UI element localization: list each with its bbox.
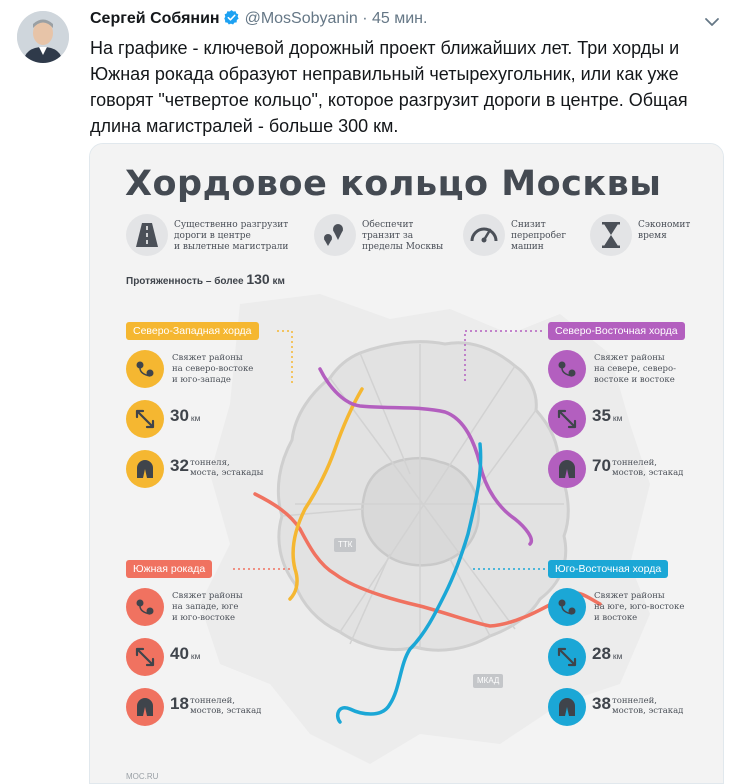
length-value: 35: [592, 406, 611, 425]
route-icon: [548, 588, 586, 626]
northeast-chord-tag: Северо-Восточная хорда: [548, 322, 685, 340]
southeast-chord-tag: Юго-Восточная хорда: [548, 560, 668, 578]
connects-text: Свяжет районы на западе, юге и юго-востоке: [172, 591, 243, 623]
benefit-text: Сэкономит время: [638, 220, 691, 241]
tweet-timestamp[interactable]: 45 мин.: [372, 10, 428, 27]
south-tunnels: [126, 688, 296, 728]
tunnels-count: 32: [170, 456, 189, 475]
benefit-text: Существенно разгрузит дороги в центре и вылетные магистрали: [174, 220, 289, 252]
tunnels-count: 18: [170, 694, 189, 713]
map-pin-icon: [314, 214, 356, 256]
length-value: 30: [170, 406, 189, 425]
tunnel-icon: [126, 450, 164, 488]
tunnels-text: тоннеля, моста, эстакады: [190, 458, 264, 478]
tweet-text: На графике - ключевой дорожный проект ближайших лет. Три хорды и Южная рокада образуют неправильный четырехугольник, или как уже говорят "четвертое кольцо", которое разгрузит дороги в центре. Общая длина магистралей - больше 300 км.: [90, 38, 688, 136]
northwest-chord-tag: Северо-Западная хорда: [126, 322, 259, 340]
diagonal-arrows-icon: [126, 400, 164, 438]
south-rokada-tag: Южная рокада: [126, 560, 212, 578]
northwest-tunnels: [126, 450, 296, 490]
tunnels-text: тоннелей, мостов, эстакад: [612, 458, 684, 478]
tunnel-icon: [126, 688, 164, 726]
length-unit: км: [190, 651, 201, 661]
infographic-title: Хордовое кольцо Москвы: [125, 164, 662, 204]
south-connects: [126, 588, 286, 628]
mkad-label: МКАД: [473, 674, 503, 688]
tunnel-icon: [548, 450, 586, 488]
total-length: [126, 271, 285, 287]
length-value: 40: [170, 644, 189, 663]
connects-text: Свяжет районы на юге, юго-востоке и востоке: [594, 591, 685, 623]
tunnels-count: 70: [592, 456, 611, 475]
credit-label: МОС.RU: [126, 772, 159, 781]
tunnels-text: тоннелей, мостов, эстакад: [612, 696, 684, 716]
connects-text: Свяжет районы на севере, северо- востоке и востоке: [594, 353, 676, 385]
route-icon: [126, 350, 164, 388]
diagonal-arrows-icon: [126, 638, 164, 676]
author-avatar[interactable]: [17, 11, 69, 63]
diagonal-arrows-icon: [548, 400, 586, 438]
route-icon: [126, 588, 164, 626]
ttk-label: ТТК: [334, 538, 356, 552]
author-name[interactable]: Сергей Собянин: [90, 10, 220, 27]
length-value: 130: [246, 271, 270, 287]
northeast-tunnels: [548, 450, 718, 490]
route-icon: [548, 350, 586, 388]
separator-dot: ·: [362, 10, 368, 27]
road-icon: [126, 214, 168, 256]
tunnels-count: 38: [592, 694, 611, 713]
length-value: 28: [592, 644, 611, 663]
infographic-image[interactable]: [89, 143, 724, 784]
connects-text: Свяжет районы на северо-востоке и юго-западе: [172, 353, 254, 385]
northwest-connects: [126, 350, 286, 390]
northwest-length: [126, 400, 286, 440]
length-unit: км: [190, 413, 201, 423]
southeast-tunnels: [548, 688, 718, 728]
tweet-header: [90, 9, 427, 29]
northeast-connects: [548, 350, 718, 390]
length-unit: км: [612, 651, 623, 661]
diagonal-arrows-icon: [548, 638, 586, 676]
benefit-text: Снизит перепробег машин: [511, 220, 567, 252]
verified-badge-icon: [223, 9, 240, 26]
length-unit: км: [612, 413, 623, 423]
length-unit: км: [272, 276, 285, 287]
southeast-length: [548, 638, 708, 678]
tunnel-icon: [548, 688, 586, 726]
length-label: Протяженность – более: [126, 276, 244, 287]
hourglass-icon: [590, 214, 632, 256]
south-length: [126, 638, 286, 678]
northeast-length: [548, 400, 708, 440]
chevron-down-icon[interactable]: [702, 12, 722, 32]
benefit-text: Обеспечит транзит за пределы Москвы: [362, 220, 444, 252]
author-handle[interactable]: @MosSobyanin: [244, 10, 358, 27]
southeast-connects: [548, 588, 718, 628]
speedometer-icon: [463, 214, 505, 256]
tunnels-text: тоннелей, мостов, эстакад: [190, 696, 262, 716]
